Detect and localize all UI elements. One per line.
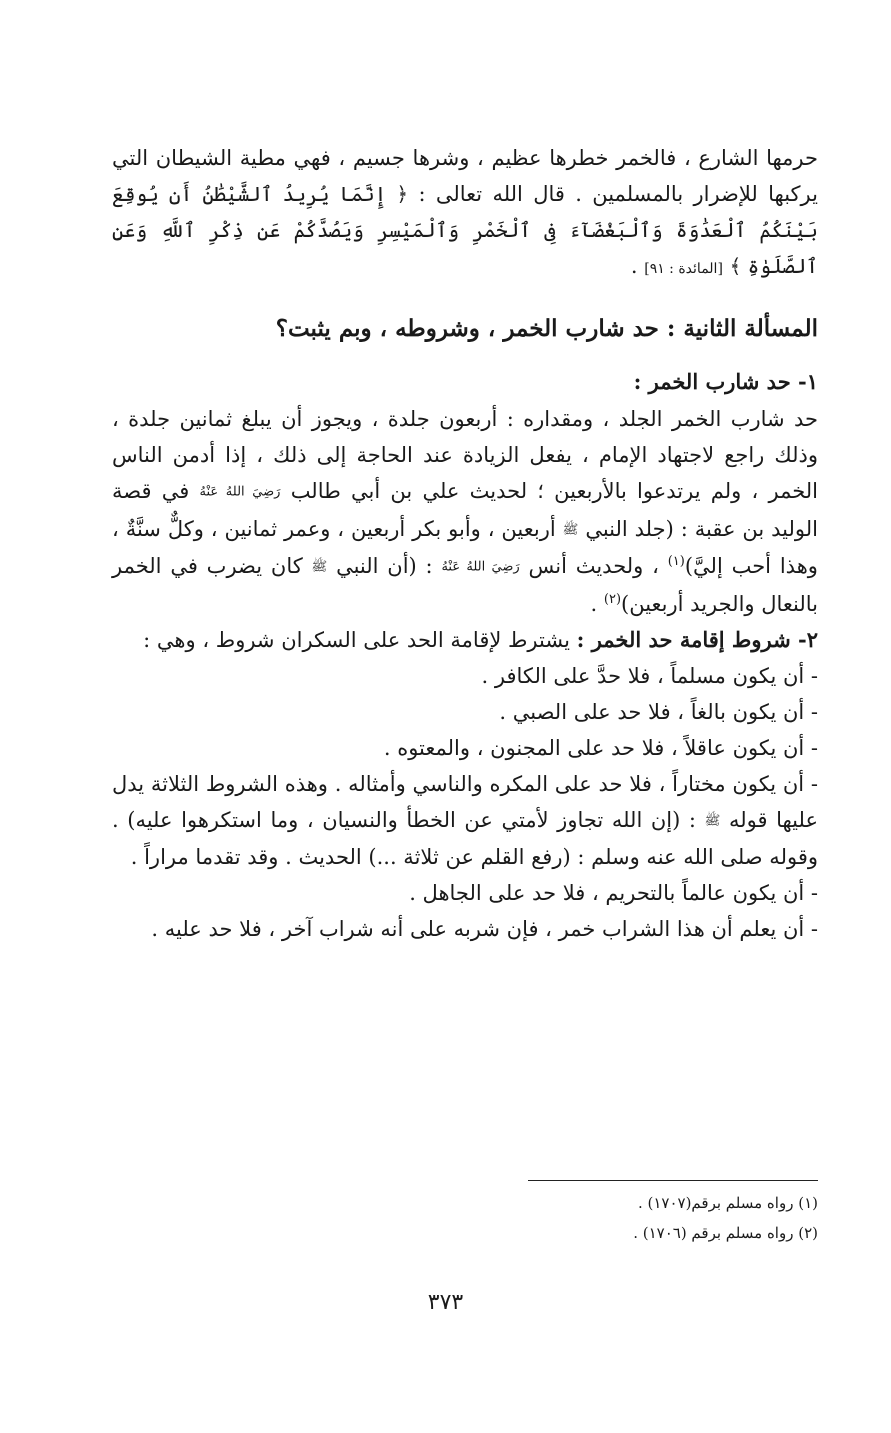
page-number: ٣٧٣ xyxy=(427,1290,464,1315)
honorific-salla-3: ﷺ xyxy=(704,813,721,828)
condition-item: - أن يكون مسلماً ، فلا حدَّ على الكافر . xyxy=(481,663,818,688)
subsection-2-title: ٢- شروط إقامة حد الخمر : xyxy=(576,626,818,652)
quran-verse: ﴿ إِنَّمَا يُرِيدُ ٱلشَّيْطَٰنُ أَن يُوقِعَ بَيْنَكُمُ ٱلْعَدَٰوَةَ وَٱلْبَغْضَآءَ فِى ٱلْخَمْرِ وَٱلْمَيْسِرِ وَيَصُدَّكُمْ عَن ذِكْرِ ٱللَّهِ وَعَنِ ٱلصَّلَوٰةِ ﴾ xyxy=(112,182,818,278)
verse-citation: [المائدة : ٩١] xyxy=(644,261,723,277)
sub1-text-4: ، ولحديث أنس xyxy=(528,554,659,578)
condition-item: - أن يكون عالماً بالتحريم ، فلا حد على الجاهل . xyxy=(409,881,818,905)
sub1-text-2: في قصة الوليد بن عقبة : (جلد النبي xyxy=(112,479,818,541)
condition-item-4 xyxy=(112,766,818,876)
sub1-text-6: كان يضرب في الخمر بالنعال والجريد أربعين) xyxy=(112,554,818,616)
sub1-text-3: أربعين ، وأبو بكر أربعين ، وعمر ثمانين ، وكلٌّ سنَّةٌ ، وهذا أحب إليَّ) xyxy=(112,516,818,578)
honorific-radi-1: رَضِيَ اللهُ عَنْهُ xyxy=(199,484,281,500)
sub1-text-5: : (أن النبي xyxy=(336,554,433,578)
section-heading: المسألة الثانية : حد شارب الخمر ، وشروطه ، وبم يثبت؟ xyxy=(275,315,818,342)
subsection-1-paragraph xyxy=(112,401,818,622)
subsection-2-intro xyxy=(112,622,818,658)
condition-4-text-b: : (إن الله تجاوز لأمتي عن الخطأ والنسيان ، وما استكرهوا عليه) . وقوله صلى الله عنه وسلم : (رفع القلم عن ثلاثة ...) الحديث . وقد تقدما مراراً . xyxy=(112,807,818,869)
honorific-radi-2: رَضِيَ اللهُ عَنْهُ xyxy=(441,559,520,575)
subsection-2-intro-text: يشترط لإقامة الحد على السكران شروط ، وهي : xyxy=(143,627,570,652)
intro-end: . xyxy=(630,254,645,278)
sub1-text-7: . xyxy=(590,591,604,616)
sub1-text-1: حد شارب الخمر الجلد ، ومقداره : أربعون جلدة ، ويجوز أن يبلغ ثمانين جلدة ، وذلك راجع لاجتهاد الإمام ، يفعل الزيادة عند الحاجة إلى ذلك ، إذا أدمن الناس الخمر ، ولم يرتدعوا بالأربعين ؛ لحديث علي بن أبي طالب xyxy=(112,407,818,503)
intro-text: حرمها الشارع ، فالخمر خطرها عظيم ، وشرها جسيم ، فهي مطية الشيطان التي يركبها للإضرار بالمسلمين . قال الله تعالى : xyxy=(112,146,818,206)
intro-paragraph xyxy=(112,140,818,287)
condition-item: - أن يعلم أن هذا الشراب خمر ، فإن شربه على أنه شراب آخر ، فلا حد عليه . xyxy=(151,917,818,941)
condition-4-text-a: - أن يكون مختاراً ، فلا حد على المكره والناسي وأمثاله . وهذه الشروط الثلاثة يدل عليها قوله xyxy=(112,771,818,832)
footnotes xyxy=(418,1188,818,1248)
honorific-salla-1: ﷺ xyxy=(562,522,579,537)
page-body xyxy=(112,140,818,947)
footnote-1: (١) رواه مسلم برقم(١٧٠٧) . xyxy=(637,1194,818,1212)
condition-item: - أن يكون بالغاً ، فلا حد على الصبي . xyxy=(499,699,818,724)
subsection-1-title: ١- حد شارب الخمر : xyxy=(633,369,818,394)
honorific-salla-2: ﷺ xyxy=(311,559,328,575)
footnote-2: (٢) رواه مسلم برقم (١٧٠٦) . xyxy=(633,1224,818,1242)
condition-item: - أن يكون عاقلاً ، فلا حد على المجنون ، والمعتوه . xyxy=(383,735,818,760)
footnote-divider xyxy=(528,1180,818,1181)
footnote-ref-2[interactable]: (٢) xyxy=(603,591,622,607)
footnote-ref-1[interactable]: (١) xyxy=(667,554,685,569)
